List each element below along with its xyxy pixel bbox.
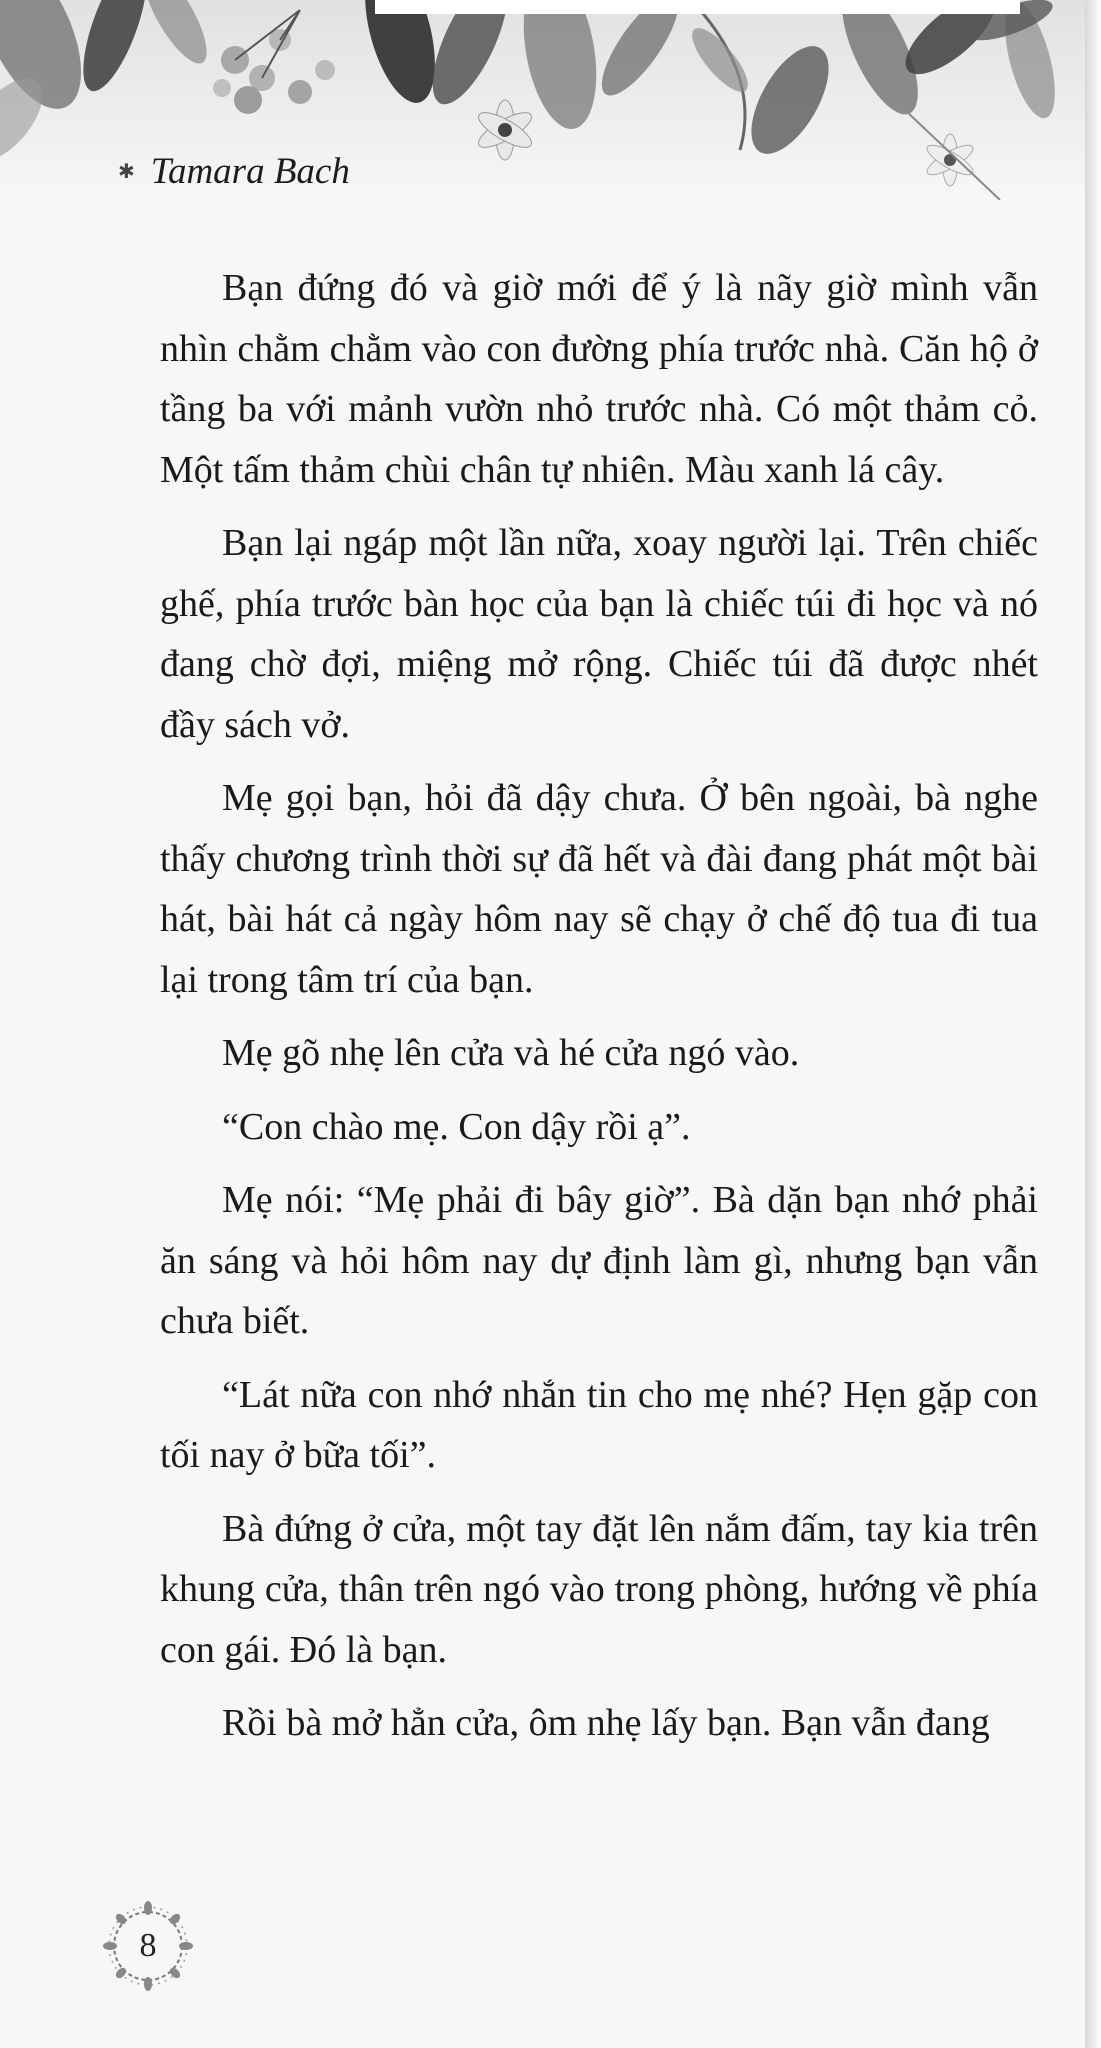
ornament-icon: ✱ [118,161,135,183]
running-header [118,150,350,193]
author-name: Tamara Bach [150,151,350,192]
paragraph: Rồi bà mở hẳn cửa, ôm nhẹ lấy bạn. Bạn vẫn đang [222,1702,990,1744]
paragraph: “Con chào mẹ. Con dậy rồi ạ”. [222,1105,691,1148]
tape-strip [375,0,1020,14]
paragraph: Mẹ nói: “Mẹ phải đi bây giờ”. Bà dặn bạn nhớ phải ăn sáng và hỏi hôm nay dự định làm gì, nhưng bạn vẫn chưa biết. [160,1179,1038,1342]
paragraph: “Lát nữa con nhớ nhắn tin cho mẹ nhé? Hẹn gặp con tối nay ở bữa tối”. [160,1373,1038,1476]
page-edge-shadow [1085,0,1101,2048]
page-number: 8 [139,1927,157,1964]
page-number-badge [102,1900,194,1992]
paragraph: Bà đứng ở cửa, một tay đặt lên nắm đấm, tay kia trên khung cửa, thân trên ngó vào trong phòng, hướng về phía con gái. Đó là bạn. [160,1507,1038,1671]
paragraph: Mẹ gõ nhẹ lên cửa và hé cửa ngó vào. [222,1032,800,1074]
paragraph: Bạn đứng đó và giờ mới để ý là nãy giờ mình vẫn nhìn chằm chằm vào con đường phía trước nhà. Căn hộ ở tầng ba với mảnh vườn nhỏ trước nhà. Có một thảm cỏ. Một tấm thảm chùi chân tự nhiên. Màu xanh lá cây. [160,267,1038,491]
body-text [160,258,1038,1767]
paragraph: Bạn lại ngáp một lần nữa, xoay người lại. Trên chiếc ghế, phía trước bàn học của bạn là chiếc túi đi học và nó đang chờ đợi, miệng mở rộng. Chiếc túi đã được nhét đầy sách vở. [160,522,1038,746]
paragraph: Mẹ gọi bạn, hỏi đã dậy chưa. Ở bên ngoài, bà nghe thấy chương trình thời sự đã hết và đài đang phát một bài hát, bài hát cả ngày hôm nay sẽ chạy ở chế độ tua đi tua lại trong tâm trí của bạn. [160,777,1038,1001]
